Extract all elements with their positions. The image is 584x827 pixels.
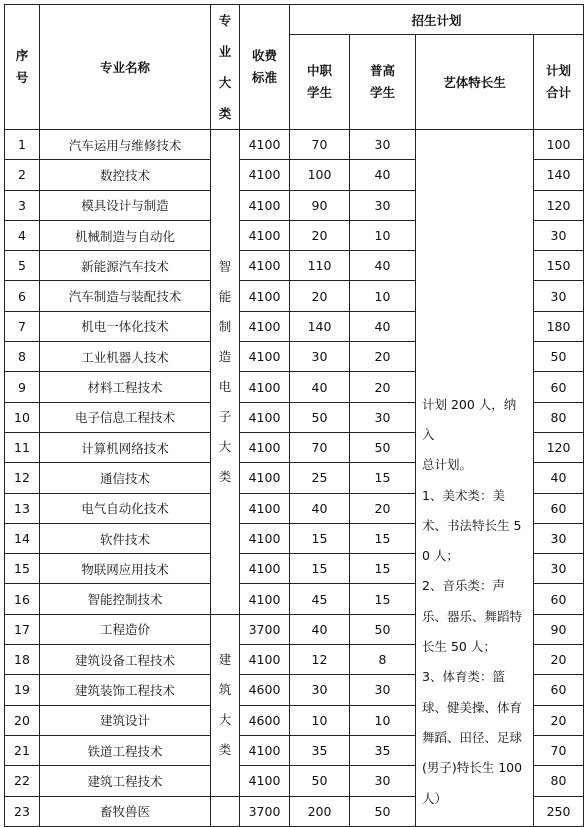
cell-seq: 17 <box>5 614 40 644</box>
cell-major-name: 汽车运用与维修技术 <box>40 130 211 160</box>
cell-seq: 1 <box>5 130 40 160</box>
cell-secondary: 100 <box>290 160 350 190</box>
cell-general: 15 <box>350 554 416 584</box>
cell-secondary: 50 <box>290 402 350 432</box>
cell-general: 30 <box>350 766 416 796</box>
cell-seq: 5 <box>5 251 40 281</box>
cell-secondary: 70 <box>290 130 350 160</box>
cell-fee: 4100 <box>240 463 290 493</box>
cell-seq: 21 <box>5 735 40 765</box>
cell-major-name: 建筑设计 <box>40 705 211 735</box>
cell-fee: 4100 <box>240 432 290 462</box>
cell-secondary: 20 <box>290 281 350 311</box>
cell-fee: 4100 <box>240 130 290 160</box>
cell-seq: 8 <box>5 342 40 372</box>
cell-major-name: 材料工程技术 <box>40 372 211 402</box>
cell-seq: 23 <box>5 796 40 826</box>
table-row <box>5 130 584 160</box>
cell-secondary: 40 <box>290 493 350 523</box>
cell-general: 20 <box>350 493 416 523</box>
cell-fee: 4100 <box>240 402 290 432</box>
cell-seq: 10 <box>5 402 40 432</box>
cell-total: 40 <box>534 463 584 493</box>
cell-seq: 4 <box>5 220 40 250</box>
cell-fee: 4100 <box>240 645 290 675</box>
cell-seq: 9 <box>5 372 40 402</box>
header-category: 专 业 大 类 <box>211 5 240 130</box>
header-fee: 收费 标准 <box>240 5 290 130</box>
cell-fee: 4100 <box>240 584 290 614</box>
cell-total: 180 <box>534 311 584 341</box>
cell-secondary: 40 <box>290 372 350 402</box>
cell-secondary: 50 <box>290 766 350 796</box>
cell-seq: 7 <box>5 311 40 341</box>
cell-major-name: 电子信息工程技术 <box>40 402 211 432</box>
cell-seq: 19 <box>5 675 40 705</box>
category-construction: 建 筑 大 类 <box>211 614 240 796</box>
cell-general: 10 <box>350 705 416 735</box>
cell-major-name: 建筑装饰工程技术 <box>40 675 211 705</box>
cell-general: 10 <box>350 281 416 311</box>
cell-major-name: 软件技术 <box>40 523 211 553</box>
cell-total: 60 <box>534 584 584 614</box>
cell-seq: 6 <box>5 281 40 311</box>
cell-general: 30 <box>350 402 416 432</box>
cell-fee: 4100 <box>240 190 290 220</box>
cell-fee: 4100 <box>240 523 290 553</box>
cell-total: 60 <box>534 675 584 705</box>
cell-fee: 4100 <box>240 311 290 341</box>
cell-total: 120 <box>534 432 584 462</box>
cell-major-name: 新能源汽车技术 <box>40 251 211 281</box>
cell-total: 30 <box>534 281 584 311</box>
cell-general: 30 <box>350 190 416 220</box>
cell-secondary: 12 <box>290 645 350 675</box>
table-header <box>5 5 584 130</box>
category-empty <box>211 796 240 826</box>
cell-fee: 4100 <box>240 372 290 402</box>
cell-total: 120 <box>534 190 584 220</box>
table-body <box>5 130 584 827</box>
cell-major-name: 工程造价 <box>40 614 211 644</box>
cell-general: 30 <box>350 675 416 705</box>
cell-major-name: 畜牧兽医 <box>40 796 211 826</box>
cell-major-name: 电气自动化技术 <box>40 493 211 523</box>
cell-secondary: 70 <box>290 432 350 462</box>
cell-secondary: 30 <box>290 342 350 372</box>
cell-major-name: 建筑设备工程技术 <box>40 645 211 675</box>
cell-total: 20 <box>534 705 584 735</box>
cell-total: 80 <box>534 402 584 432</box>
header-art-sports: 艺体特长生 <box>416 35 534 130</box>
cell-major-name: 汽车制造与装配技术 <box>40 281 211 311</box>
cell-general: 40 <box>350 160 416 190</box>
cell-secondary: 45 <box>290 584 350 614</box>
cell-fee: 4100 <box>240 766 290 796</box>
art-sports-note: 计划 200 人，纳入 总计划。 1、美术类：美术、书法特长生 50 人； 2、音乐类：声乐、器乐、舞蹈特长生 50 人； 3、体育类：篮球、健美操、体育舞蹈、田径、足球(男子)特长生 100 人） <box>416 130 534 827</box>
cell-general: 15 <box>350 584 416 614</box>
cell-general: 15 <box>350 463 416 493</box>
cell-total: 60 <box>534 372 584 402</box>
cell-secondary: 35 <box>290 735 350 765</box>
cell-seq: 20 <box>5 705 40 735</box>
cell-general: 50 <box>350 432 416 462</box>
cell-total: 80 <box>534 766 584 796</box>
cell-seq: 3 <box>5 190 40 220</box>
cell-total: 70 <box>534 735 584 765</box>
cell-total: 30 <box>534 220 584 250</box>
cell-seq: 12 <box>5 463 40 493</box>
cell-fee: 4600 <box>240 705 290 735</box>
cell-secondary: 15 <box>290 523 350 553</box>
cell-major-name: 机械制造与自动化 <box>40 220 211 250</box>
cell-fee: 4100 <box>240 493 290 523</box>
cell-secondary: 200 <box>290 796 350 826</box>
cell-total: 140 <box>534 160 584 190</box>
cell-fee: 4100 <box>240 160 290 190</box>
cell-general: 20 <box>350 372 416 402</box>
cell-fee: 4600 <box>240 675 290 705</box>
cell-seq: 16 <box>5 584 40 614</box>
cell-major-name: 模具设计与制造 <box>40 190 211 220</box>
cell-fee: 4100 <box>240 735 290 765</box>
cell-total: 250 <box>534 796 584 826</box>
cell-seq: 22 <box>5 766 40 796</box>
cell-major-name: 通信技术 <box>40 463 211 493</box>
cell-secondary: 10 <box>290 705 350 735</box>
cell-fee: 4100 <box>240 220 290 250</box>
cell-fee: 4100 <box>240 281 290 311</box>
cell-fee: 4100 <box>240 342 290 372</box>
cell-general: 8 <box>350 645 416 675</box>
cell-total: 50 <box>534 342 584 372</box>
cell-seq: 2 <box>5 160 40 190</box>
cell-secondary: 110 <box>290 251 350 281</box>
cell-major-name: 铁道工程技术 <box>40 735 211 765</box>
cell-secondary: 15 <box>290 554 350 584</box>
header-general-high-school: 普高 学生 <box>350 35 416 130</box>
cell-major-name: 计算机网络技术 <box>40 432 211 462</box>
cell-total: 90 <box>534 614 584 644</box>
cell-secondary: 140 <box>290 311 350 341</box>
cell-secondary: 30 <box>290 675 350 705</box>
header-plan-group: 招生计划 <box>290 5 584 35</box>
cell-seq: 18 <box>5 645 40 675</box>
cell-fee: 3700 <box>240 796 290 826</box>
cell-major-name: 物联网应用技术 <box>40 554 211 584</box>
cell-seq: 14 <box>5 523 40 553</box>
cell-general: 50 <box>350 614 416 644</box>
cell-fee: 4100 <box>240 554 290 584</box>
cell-total: 60 <box>534 493 584 523</box>
cell-major-name: 建筑工程技术 <box>40 766 211 796</box>
header-seq: 序 号 <box>5 5 40 130</box>
cell-total: 30 <box>534 554 584 584</box>
cell-secondary: 90 <box>290 190 350 220</box>
cell-general: 40 <box>350 311 416 341</box>
cell-major-name: 工业机器人技术 <box>40 342 211 372</box>
category-smart-manufacturing: 智 能 制 造 电 子 大 类 <box>211 130 240 615</box>
cell-seq: 15 <box>5 554 40 584</box>
cell-general: 10 <box>350 220 416 250</box>
cell-general: 50 <box>350 796 416 826</box>
enrollment-plan-table <box>4 4 584 827</box>
cell-general: 35 <box>350 735 416 765</box>
cell-major-name: 智能控制技术 <box>40 584 211 614</box>
cell-general: 40 <box>350 251 416 281</box>
cell-secondary: 25 <box>290 463 350 493</box>
cell-total: 30 <box>534 523 584 553</box>
cell-secondary: 20 <box>290 220 350 250</box>
cell-total: 100 <box>534 130 584 160</box>
cell-fee: 4100 <box>240 251 290 281</box>
header-secondary-vocational: 中职 学生 <box>290 35 350 130</box>
cell-fee: 3700 <box>240 614 290 644</box>
cell-general: 20 <box>350 342 416 372</box>
cell-major-name: 数控技术 <box>40 160 211 190</box>
header-major-name: 专业名称 <box>40 5 211 130</box>
cell-secondary: 40 <box>290 614 350 644</box>
cell-major-name: 机电一体化技术 <box>40 311 211 341</box>
header-total: 计划 合计 <box>534 35 584 130</box>
cell-total: 20 <box>534 645 584 675</box>
cell-general: 15 <box>350 523 416 553</box>
cell-seq: 11 <box>5 432 40 462</box>
cell-total: 150 <box>534 251 584 281</box>
cell-general: 30 <box>350 130 416 160</box>
cell-seq: 13 <box>5 493 40 523</box>
